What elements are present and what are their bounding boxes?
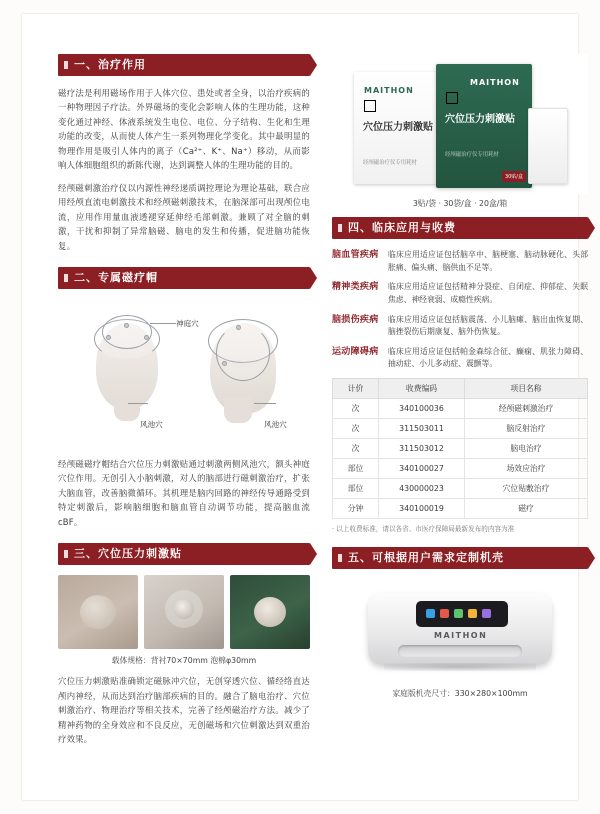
clinical-text: 临床应用适应证包括精神分裂症、自闭症、抑郁症、失眠焦虑、神经衰弱、成瘾性疾病。	[388, 282, 588, 304]
patch-spec-caption: 载体规格：背衬70×70mm 泡棉φ30mm	[111, 656, 257, 666]
table-row	[333, 499, 588, 519]
clinical-item	[332, 281, 588, 306]
cell-unit: 部位	[333, 479, 379, 499]
cell-item: 脑电治疗	[465, 439, 588, 459]
table-header-row	[333, 379, 588, 399]
clinical-item	[332, 249, 588, 274]
package-brand-white: MAITHON	[364, 86, 414, 95]
device-front-slot	[398, 645, 522, 657]
clinical-text: 临床应用适应证包括脑震荡、小儿脑瘫、脑出血恢复期、脑挫裂伤后期康复、脑外伤恢复。	[388, 314, 588, 337]
cell-item: 场效应治疗	[465, 459, 588, 479]
package-box-white	[354, 72, 438, 184]
section-header-custom-shell: 五、可根据用户需求定制机壳	[332, 547, 588, 569]
device-brand-label: MAITHON	[434, 631, 488, 640]
package-subtitle-green: 经颅磁治疗仪专用耗材	[445, 152, 499, 158]
left-column	[58, 54, 310, 755]
cell-unit: 次	[333, 419, 379, 439]
cell-code: 311503011	[379, 419, 465, 439]
table-row	[333, 459, 588, 479]
clinical-tag: 精神类疾病	[332, 282, 379, 293]
magnetic-cap-paragraph: 经颅磁磁疗帽结合穴位压力刺激贴通过刺激两侧风池穴，额头神庭穴位作用。无创引入小脑刺激，对人的脑部进行磁刺激治疗，扩张大脑血管，改善脑微循环。其机理是脑内回路的神经传导通路受到特定刺激后，影响脑细胞和脑血管自动调节功能，提高脑血流cBF。	[58, 458, 310, 527]
package-box-small	[528, 108, 568, 184]
patch-photo-row	[58, 575, 310, 649]
label-shenting: 神庭穴	[176, 318, 199, 328]
package-subtitle-white: 经颅磁治疗仪专用耗材	[363, 160, 417, 166]
clinical-item	[332, 314, 588, 339]
price-table-note: · 以上收费标准，请以各省、市医疗保障局最新发布的内容为准	[332, 525, 515, 533]
cell-code: 311503012	[379, 439, 465, 459]
table-header-unit: 计价	[333, 379, 379, 399]
table-row	[333, 419, 588, 439]
patch-photo-3	[230, 575, 310, 649]
cell-item: 磁疗	[465, 499, 588, 519]
brochure-sheet	[22, 14, 588, 800]
neck-side	[224, 397, 252, 423]
cell-unit: 次	[333, 399, 379, 419]
cap-band-front-inner	[102, 315, 152, 349]
clinical-tag: 运动障碍病	[332, 346, 379, 357]
package-logo-mark-green	[446, 92, 458, 104]
label-fengchi-left: 风池穴	[140, 419, 163, 429]
label-fengchi-right: 风池穴	[264, 419, 287, 429]
cell-unit: 分钟	[333, 499, 379, 519]
patch-photo-1	[58, 575, 138, 649]
package-photo	[332, 54, 588, 194]
cell-code: 340100036	[379, 399, 465, 419]
table-row	[333, 399, 588, 419]
clinical-tag: 脑血管疾病	[332, 250, 379, 260]
cell-item: 经颅磁刺激治疗	[465, 399, 588, 419]
device-screen	[416, 601, 508, 627]
screen-tile-5	[482, 609, 491, 618]
clinical-item	[332, 346, 588, 371]
cell-item: 脑反射治疗	[465, 419, 588, 439]
device-caption: 家庭版机壳尺寸：330×280×100mm	[392, 689, 528, 698]
screen-tile-1	[426, 609, 435, 618]
cell-unit: 次	[333, 439, 379, 459]
clinical-text: 临床应用适应证包括脑卒中、脑梗塞、脑动脉硬化、头部胀痛、偏头痛、脑供血不足等。	[388, 250, 588, 272]
treatment-paragraph-1: 磁疗法是利用磁场作用于人体穴位、患处或者全身，以治疗疾病的一种物理因子疗法。外界磁场的变化会影响人体的生理功能，这种变化通过神经、体液系统发生电位、电位、分子结构、生化和生理功能的改变，从而使人体产生一系列物理化学变化。其中最明显的物理作用是吸引人体内的离子（Ca²⁺、K⁺、Na⁺）移动，从而影响人体细胞组织的新陈代谢，达到调整人体的生理功能的目的。	[58, 88, 310, 171]
treatment-paragraph-2: 经颅磁刺激治疗仪以内源性神经递质调控理论为理论基础，联合应用经颅直流电刺激技术和经颅磁刺激技术，在脑深部可出现颅位电流，应用作用量血液透褪穿延伸经毛部刺激。兼顾了对全脑的刺激，干扰和抑制了异常脑磁、脑电的发生和传播，促进脑功能恢复。	[58, 182, 310, 251]
cap-node-side-top	[236, 325, 241, 330]
cap-node-front-center	[124, 323, 129, 328]
cell-item: 穴位贴敷治疗	[465, 479, 588, 499]
leader-fengchi-right	[254, 403, 276, 404]
patch-photo-2	[144, 575, 224, 649]
table-row	[333, 479, 588, 499]
package-title-green: 穴位压力刺激贴	[445, 114, 515, 125]
section-header-treatment-effect: 一、治疗作用	[58, 54, 310, 76]
table-header-code: 收费编码	[379, 379, 465, 399]
section-header-clinical: 四、临床应用与收费	[332, 217, 588, 239]
table-header-item: 项目名称	[465, 379, 588, 399]
cap-node-front-right	[144, 335, 149, 340]
package-title-white: 穴位压力刺激贴	[363, 122, 433, 133]
cell-unit: 部位	[333, 459, 379, 479]
screen-tile-2	[440, 609, 449, 618]
magnetic-cap-illustration	[58, 299, 310, 451]
cell-code: 340100027	[379, 459, 465, 479]
package-brand-green: MAITHON	[470, 78, 520, 87]
section-header-acupoint-patch: 三、穴位压力刺激贴	[58, 543, 310, 565]
price-table	[332, 378, 588, 519]
patch-paragraph: 穴位压力刺激贴准确锁定磁脉冲穴位，无创穿透穴位、循经络直达颅内神经，从而达到治疗脑部疾病的目的。融合了脑电治疗、穴位刺激治疗、物理治疗等相关技术，完善了经颅磁治疗方法。减少了精神药物的全身效应和不良反应，无创磁场和穴位刺激达到双重治疗效果。	[58, 676, 310, 745]
package-caption: 3贴/袋 · 30袋/盒 · 20盒/箱	[412, 199, 508, 208]
neck-front	[114, 395, 140, 421]
device-shadow	[384, 663, 536, 671]
package-logo-mark-white	[364, 100, 376, 112]
leader-shenting	[150, 323, 176, 324]
right-column	[332, 54, 588, 707]
cap-band-side-inner	[216, 325, 270, 381]
package-badge: 30贴/盒	[502, 171, 526, 182]
screen-tile-3	[454, 609, 463, 618]
cap-node-side-back	[222, 361, 227, 366]
leader-fengchi-left	[128, 403, 148, 404]
package-box-green	[436, 64, 532, 188]
clinical-tag: 脑损伤疾病	[332, 314, 379, 325]
device-photo	[332, 579, 588, 685]
cap-node-front-left	[106, 335, 111, 340]
clinical-text: 临床应用适应证包括帕金森综合征、癫痫、肌张力障碍、抽动症、小儿多动症、震颤等。	[388, 346, 588, 369]
device-body	[368, 593, 552, 665]
screen-tile-4	[468, 609, 477, 618]
cell-code: 430000023	[379, 479, 465, 499]
cell-code: 340100019	[379, 499, 465, 519]
table-row	[333, 439, 588, 459]
section-header-magnetic-cap: 二、专属磁疗帽	[58, 267, 310, 289]
